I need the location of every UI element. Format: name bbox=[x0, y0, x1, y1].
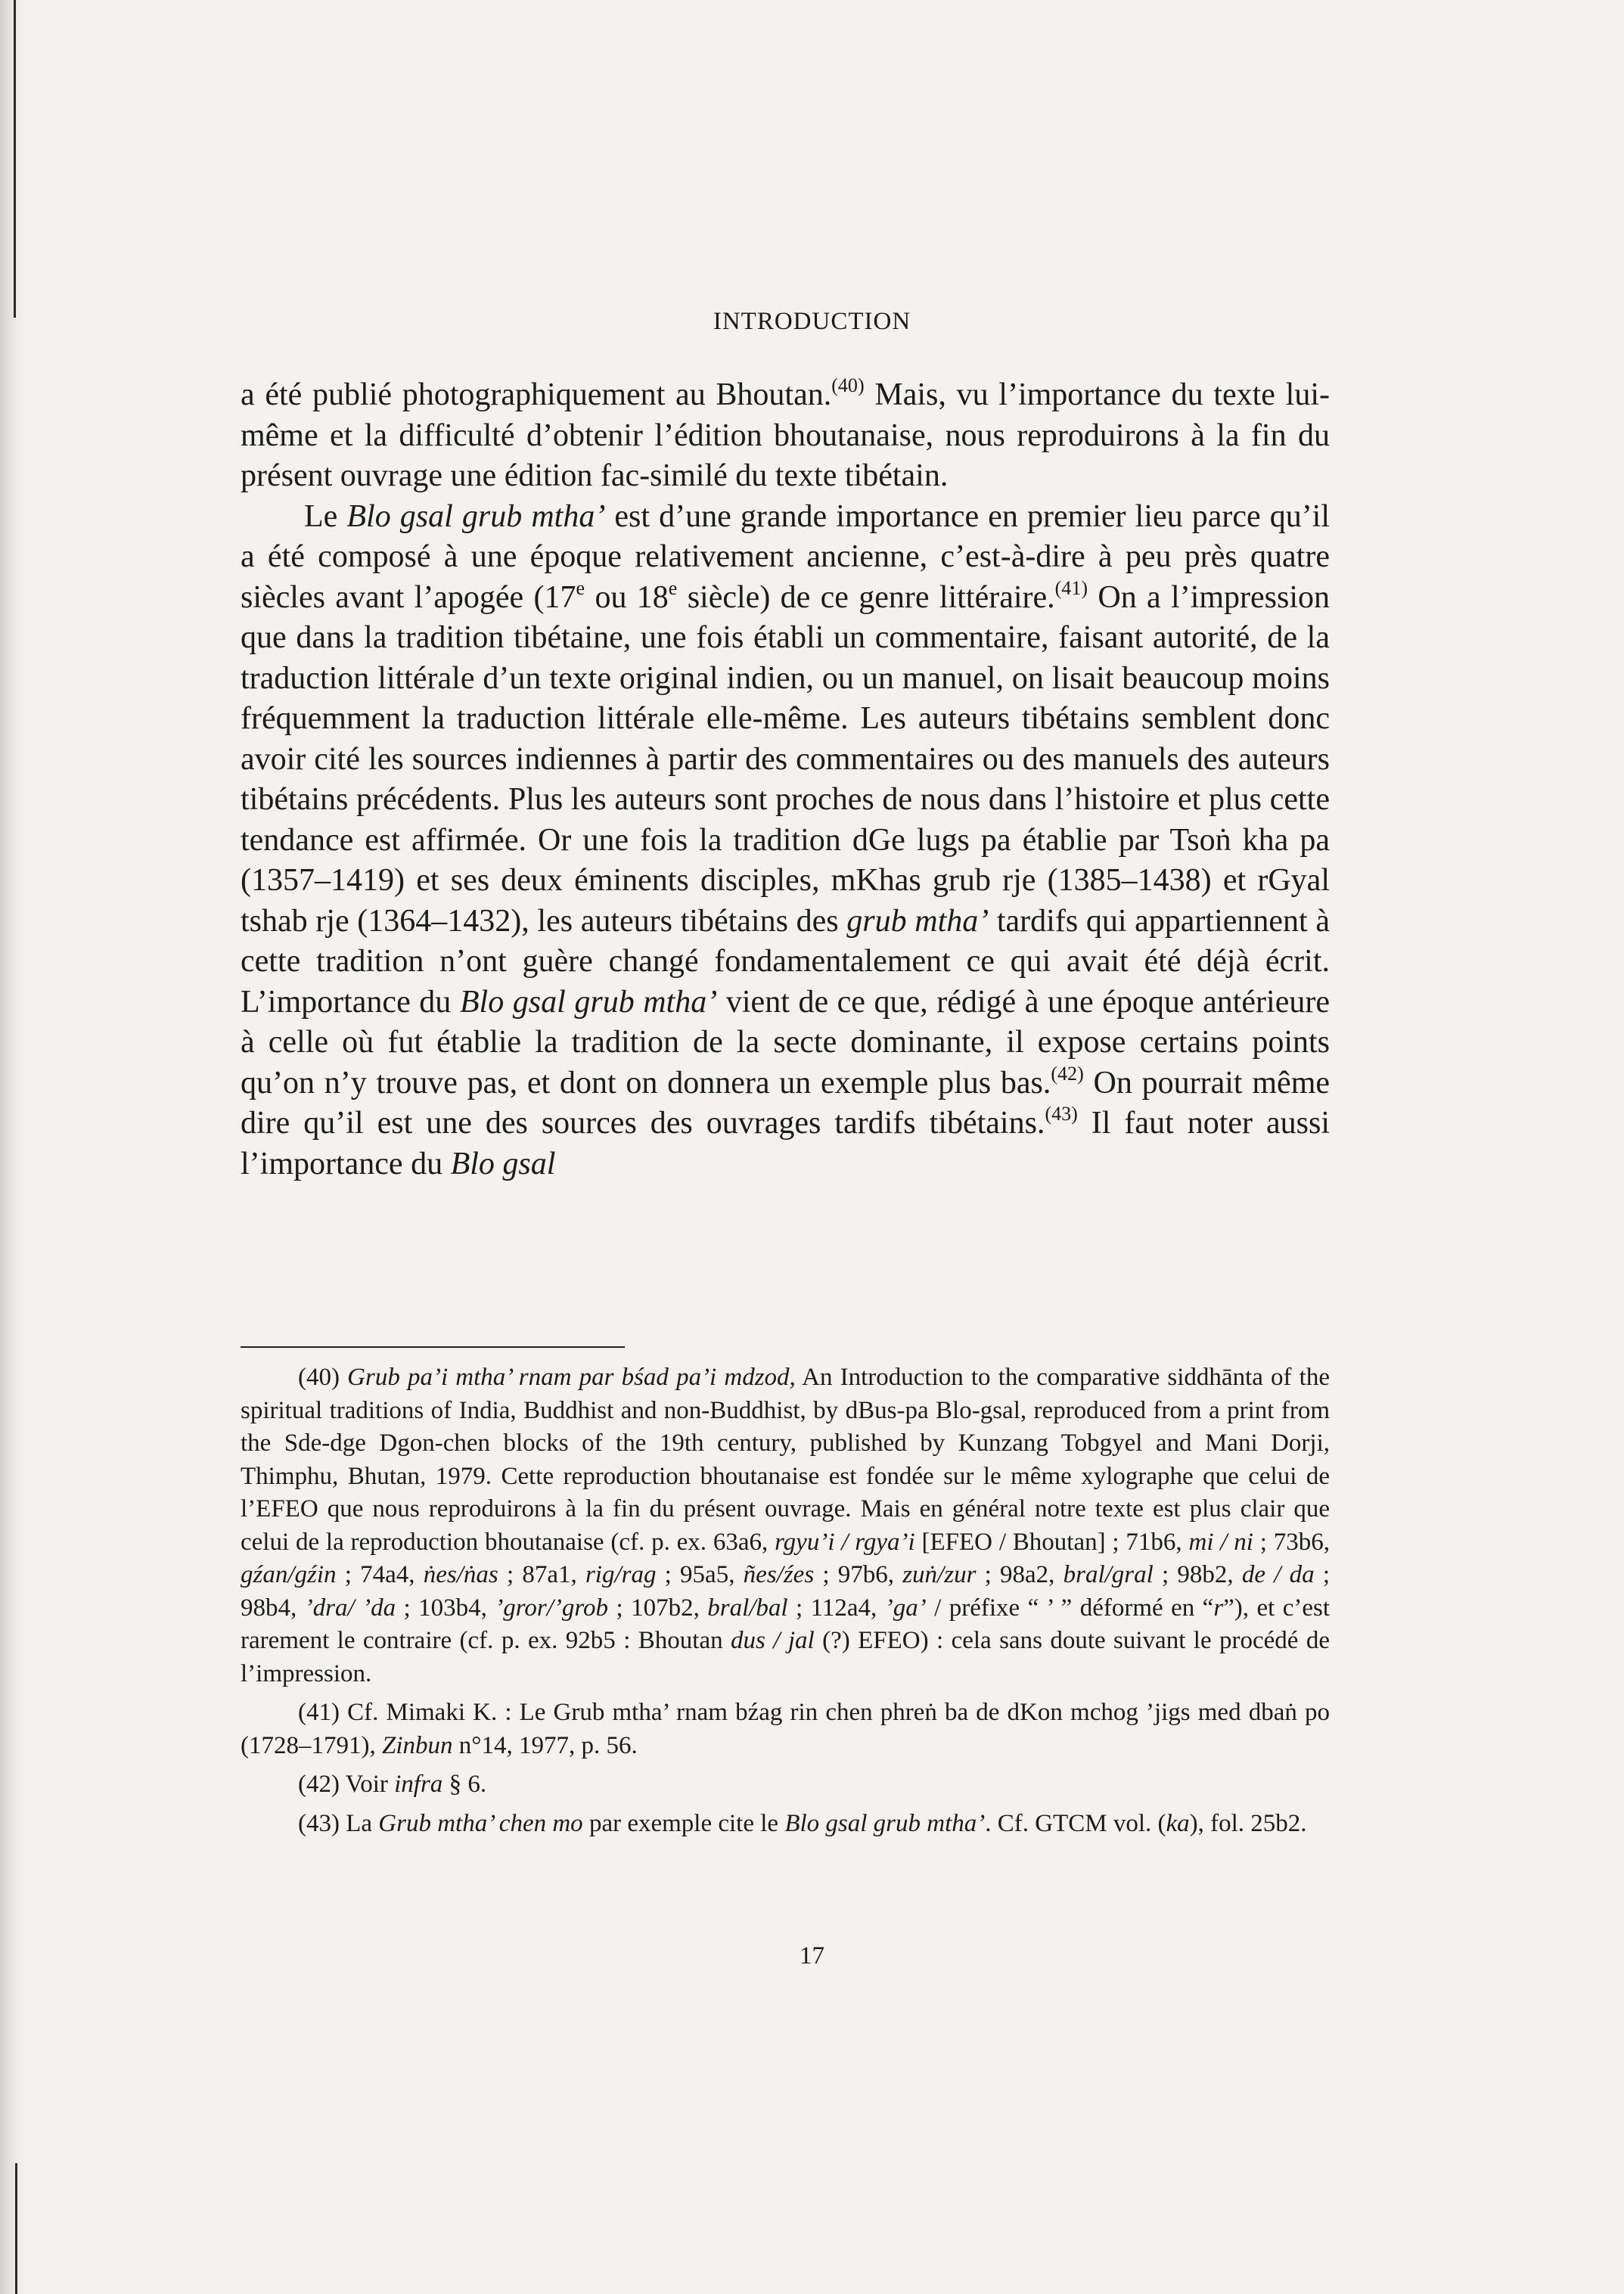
text-run: n°14, 1977, p. 56. bbox=[452, 1731, 638, 1759]
text-run: ; 112a4, bbox=[787, 1594, 885, 1622]
italic-run: ’ga’ bbox=[884, 1594, 927, 1622]
note-marker: (40) bbox=[831, 374, 865, 397]
italic-run: ṅes/ṅas bbox=[423, 1561, 498, 1588]
italic-run: ñes/źes bbox=[743, 1561, 815, 1588]
italic-run: Blo gsal grub mtha’ bbox=[459, 984, 718, 1020]
italic-run: infra bbox=[394, 1771, 443, 1798]
italic-run: r bbox=[1213, 1594, 1224, 1622]
italic-run: bral/gral bbox=[1063, 1561, 1154, 1588]
text-run: On pourrait même dire qu’il est une des sources des ouvrages tardifs tibétains. bbox=[241, 1065, 1330, 1141]
text-run: tardifs qui appartiennent à cette tradition n’ont guère changé fondamentalement ce qui avait été déjà écrit. L’importance du bbox=[241, 903, 1330, 1020]
text-run: [EFEO / Bhoutan] ; 71b6, bbox=[914, 1528, 1189, 1556]
italic-run: Zinbun bbox=[381, 1731, 453, 1759]
text-run: (41) Cf. Mimaki K. : Le Grub mtha’ rnam bźag rin chen phreṅ ba de dKon mchog ’jigs med dbaṅ po (1728–1791), bbox=[241, 1699, 1330, 1759]
paragraph-1 bbox=[241, 375, 1330, 497]
note-marker: (41) bbox=[1054, 576, 1088, 599]
text-run: Mais, vu l’importance du texte lui-même et la difficulté d’obtenir l’édition bhoutanaise, nous reproduirons à la fin du présent ouvrage une édition fac-similé du texte tibétain. bbox=[241, 377, 1330, 493]
italic-run: rig/rag bbox=[585, 1561, 657, 1588]
main-text bbox=[241, 375, 1330, 1184]
text-run: ; 98b2, bbox=[1153, 1561, 1242, 1588]
text-run: Le bbox=[304, 498, 347, 534]
italic-run: Grub pa’i mtha’ rnam par bśad pa’i mdzod, bbox=[347, 1364, 796, 1391]
italic-run: ’dra/ ’da bbox=[304, 1594, 396, 1622]
text-run: ), fol. 25b2. bbox=[1189, 1809, 1307, 1837]
footnotes bbox=[241, 1361, 1330, 1846]
footnote-rule bbox=[241, 1346, 625, 1348]
footnote-41 bbox=[241, 1696, 1330, 1762]
text-run: ; 107b2, bbox=[608, 1594, 708, 1622]
italic-run: Blo gsal bbox=[450, 1146, 556, 1181]
text-run: par exemple cite le bbox=[582, 1809, 785, 1837]
footnote-40 bbox=[241, 1361, 1330, 1690]
italic-run: ka bbox=[1166, 1809, 1190, 1837]
text-run: ; 97b6, bbox=[814, 1561, 903, 1588]
text-run: An Introduction to the comparative siddhānta of the spiritual traditions of India, Buddhist and non-Buddhist, by dBus-pa Blo-gsal, reproduced from a print from the Sde-dge Dgon-chen blocks of the 19th century, published by Kunzang Tobgyel and Mani Dorji, Thimphu, Bhutan, 1979. Cette reproduction bhoutanaise est fondée sur le même xylographe que celui de l’EFEO que nous reproduirons à la fin du présent ouvrage. Mais en général notre texte est plus clair que celui de la reproduction bhoutanaise (cf. p. ex. 63a6, bbox=[241, 1364, 1330, 1556]
italic-run: Blo gsal grub mtha’ bbox=[784, 1809, 986, 1837]
text-run: § 6. bbox=[442, 1771, 487, 1798]
italic-run: Blo gsal grub mtha’ bbox=[346, 498, 606, 534]
text-run: (43) La bbox=[298, 1809, 379, 1837]
text-run: / préfixe “ ’ ” déformé en “ bbox=[926, 1594, 1214, 1622]
note-marker: (42) bbox=[1051, 1062, 1084, 1085]
italic-run: bral/bal bbox=[707, 1594, 788, 1622]
text-run: a été publié photographiquement au Bhoutan. bbox=[241, 377, 832, 412]
text-run: ; 98b4, bbox=[241, 1561, 1330, 1622]
footnote-43 bbox=[241, 1808, 1330, 1841]
text-run: (40) bbox=[298, 1364, 348, 1391]
text-run: ; 95a5, bbox=[656, 1561, 744, 1588]
text-run: vient de ce que, rédigé à une époque antérieure à celle où fut établie la tradition de la secte dominante, il expose certains points qu’on n’y trouve pas, et dont on donnera un exemple plus bas. bbox=[241, 984, 1330, 1100]
note-marker: e bbox=[668, 576, 678, 599]
text-run: ou 18 bbox=[585, 579, 669, 615]
text-run: ; 87a1, bbox=[498, 1561, 585, 1588]
text-run: Il faut noter aussi l’importance du bbox=[241, 1106, 1330, 1181]
italic-run: gźan/gźin bbox=[241, 1561, 337, 1588]
italic-run: zuṅ/zur bbox=[902, 1561, 977, 1588]
text-run: ”), et c’est rarement le contraire (cf. p. ex. 92b5 : Bhoutan bbox=[241, 1594, 1331, 1654]
italic-run: dus / jal bbox=[731, 1627, 815, 1654]
page-number: 17 bbox=[800, 1942, 824, 1970]
italic-run: grub mtha’ bbox=[846, 903, 989, 939]
text-run: est d’une grande importance en premier lieu parce qu’il a été composé à une époque relativement ancienne, c’est-à-dire à peu près quatre siècles avant l’apogée (17 bbox=[241, 498, 1331, 615]
text-run: siècle) de ce genre littéraire. bbox=[677, 579, 1055, 615]
italic-run: rgyu’i / rgya’i bbox=[775, 1528, 915, 1556]
italic-run: de / da bbox=[1241, 1561, 1315, 1588]
italic-run: ’gror/’grob bbox=[495, 1594, 609, 1622]
note-marker: (43) bbox=[1045, 1103, 1078, 1125]
text-run: (42) Voir bbox=[298, 1771, 395, 1798]
italic-run: mi / ni bbox=[1188, 1528, 1253, 1556]
footnote-42 bbox=[241, 1768, 1330, 1802]
note-marker: e bbox=[576, 576, 585, 599]
paragraph-2 bbox=[241, 497, 1330, 1185]
text-run: ; 98a2, bbox=[976, 1561, 1064, 1588]
text-run: ; 103b4, bbox=[396, 1594, 495, 1622]
text-run: . Cf. GTCM vol. ( bbox=[985, 1809, 1166, 1837]
text-run: ; 74a4, bbox=[336, 1561, 424, 1588]
running-header: INTRODUCTION bbox=[713, 308, 911, 335]
text-run: On a l’impression que dans la tradition tibétaine, une fois établi un commentaire, faisant autorité, de la traduction littérale d’un texte original indien, ou un manuel, on lisait beaucoup moins fréquemment la traduction littérale elle-même. Les auteurs tibétains semblent donc avoir cité les sources indiennes à partir des commentaires ou des manuels des auteurs tibétains précédents. Plus les auteurs sont proches de nous dans l’histoire et plus cette tendance est affirmée. Or une fois la tradition dGe lugs pa établie par Tsoṅ kha pa (1357–1419) et ses deux éminents disciples, mKhas grub rje (1385–1438) et rGyal tshab rje (1364–1432), les auteurs tibétains des bbox=[241, 579, 1331, 939]
text-run: (?) EFEO) : cela sans doute suivant le procédé de l’impression. bbox=[241, 1627, 1330, 1687]
text-run: ; 73b6, bbox=[1253, 1528, 1330, 1556]
italic-run: Grub mtha’ chen mo bbox=[378, 1809, 583, 1837]
